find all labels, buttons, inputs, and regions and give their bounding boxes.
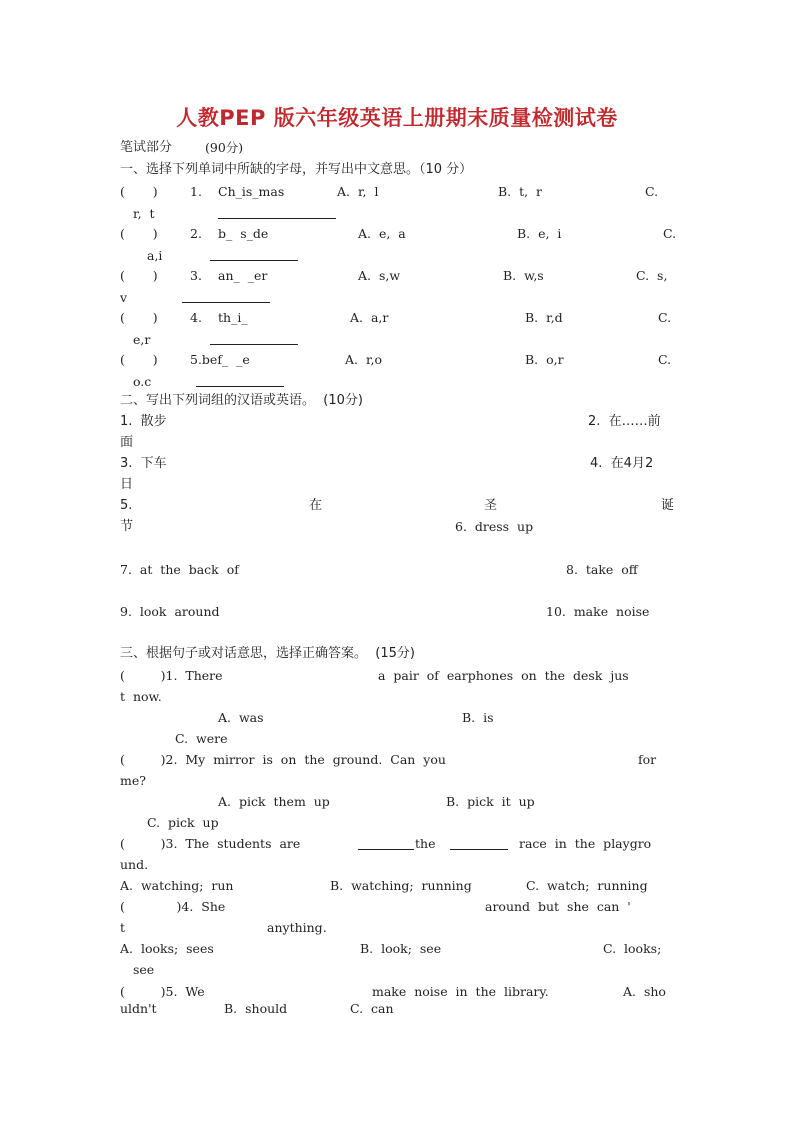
s2-item-5-char: 诞 [661, 498, 675, 513]
s2-item-5-char: 在 [309, 498, 323, 513]
s2-item-1: 1. 散步 [120, 414, 167, 429]
s3-q4-stem-wrap-cont: anything. [267, 920, 327, 935]
section1-heading: 一、选择下列单词中所缺的字母，并写出中文意思。（10 分） [120, 162, 473, 177]
s1-q3-word: an_ _er [218, 268, 268, 283]
s1-q2-word: b_ s_de [218, 226, 269, 241]
s1-q3-option-b: B. w,s [503, 268, 544, 283]
s3-q5-option-a-cont: uldn't [120, 1001, 157, 1016]
answer-blank [450, 849, 508, 850]
s1-q2-paren: ( ) [120, 226, 158, 241]
s1-q5-option-c-label: C. [658, 352, 672, 367]
s3-q1-stem-cont: a pair of earphones on the desk jus [378, 668, 629, 683]
s3-q5-option-a: A. sho [623, 984, 666, 999]
s3-q2-option-c: C. pick up [147, 815, 219, 830]
s1-q3-option-a: A. s,w [358, 268, 401, 283]
s2-item-4: 4. 在4月2 [590, 456, 654, 471]
s3-q1-option-b: B. is [462, 710, 494, 725]
s3-q4-option-a: A. looks; sees [120, 941, 214, 956]
s2-item-5-char: 圣 [484, 498, 498, 513]
s1-q4-option-b: B. r,d [525, 310, 563, 325]
s3-q5-stem-cont: make noise in the library. [372, 984, 549, 999]
s2-item-2-cont: 面 [120, 435, 134, 450]
section2-heading: 二、写出下列词组的汉语或英语。 (10分) [120, 393, 363, 408]
s3-q3-stem-cont: race in the playgro [519, 836, 652, 851]
s1-q4-option-a: A. a,r [350, 310, 389, 325]
answer-blank [210, 260, 298, 261]
s1-q2-option-c-label: C. [663, 226, 677, 241]
s2-item-5-char: 节 [120, 519, 134, 534]
s3-q3-stem-wrap: und. [120, 857, 149, 872]
s1-q2-option-a: A. e, a [358, 226, 406, 241]
s1-q1-option-c-label: C. [645, 184, 659, 199]
answer-blank [210, 344, 298, 345]
written-section-label: 笔试部分 [120, 140, 173, 155]
s3-q2-stem-cont: for [638, 752, 657, 767]
answer-blank [218, 218, 336, 219]
s3-q1-stem: ( )1. There [120, 668, 223, 683]
s2-item-2: 2. 在……前 [588, 414, 661, 429]
s1-q4-paren: ( ) [120, 310, 158, 325]
answer-blank [182, 302, 270, 303]
s3-q3-option-b: B. watching; running [330, 878, 472, 893]
s1-q5-option-c: o.c [133, 374, 152, 389]
s3-q1-stem-wrap: t now. [120, 689, 162, 704]
s1-q1-word: Ch_is_mas [218, 184, 285, 199]
s1-q4-option-c: e,r [133, 332, 151, 347]
s3-q2-option-a: A. pick them up [218, 794, 330, 809]
s3-q5-stem: ( )5. We [120, 984, 205, 999]
s1-q5-paren: ( ) [120, 352, 158, 367]
s1-q4-num: 4. [190, 310, 202, 325]
s3-q1-option-a: A. was [218, 710, 264, 725]
s1-q2-option-c: a,i [147, 248, 163, 263]
section3-heading: 三、根据句子或对话意思，选择正确答案。 (15分) [120, 646, 415, 661]
s3-q2-stem-wrap: me? [120, 773, 146, 788]
s1-q1-option-c: r, t [133, 206, 155, 221]
s2-item-3: 3. 下车 [120, 456, 167, 471]
s3-q4-stem-cont: around but she can ' [485, 899, 631, 914]
s2-item-5-num: 5. [120, 498, 133, 513]
s1-q5-option-b: B. o,r [525, 352, 564, 367]
s2-item-6: 6. dress up [455, 519, 534, 534]
s3-q4-stem-wrap: t [120, 920, 126, 935]
s1-q2-option-b: B. e, i [517, 226, 562, 241]
s3-q5-option-b: B. should [224, 1001, 288, 1016]
answer-blank [358, 849, 414, 850]
s1-q3-option-c: v [120, 290, 128, 305]
written-section-score: (90分) [205, 140, 244, 155]
page-title: 人教PEP 版六年级英语上册期末质量检测试卷 [176, 106, 618, 130]
s1-q4-word: th_i_ [218, 310, 248, 325]
s3-q4-option-c-cont: see [133, 962, 155, 977]
s3-q4-option-b: B. look; see [360, 941, 442, 956]
s3-q2-stem: ( )2. My mirror is on the ground. Can you [120, 752, 446, 767]
s1-q1-option-b: B. t, r [498, 184, 543, 199]
s3-q4-option-c: C. looks; [603, 941, 662, 956]
s1-q1-num: 1. [190, 184, 202, 199]
s3-q1-option-c: C. were [175, 731, 228, 746]
s1-q4-option-c-label: C. [658, 310, 672, 325]
s1-q1-option-a: A. r, l [337, 184, 379, 199]
s2-item-4-cont: 日 [120, 477, 134, 492]
s2-item-7: 7. at the back of [120, 562, 239, 577]
s3-q3-option-a: A. watching; run [120, 878, 234, 893]
answer-blank [196, 386, 284, 387]
s2-item-8: 8. take off [566, 562, 638, 577]
s3-q3-stem-mid: the [415, 836, 436, 851]
s1-q3-paren: ( ) [120, 268, 158, 283]
s3-q3-stem: ( )3. The students are [120, 836, 301, 851]
s1-q3-num: 3. [190, 268, 202, 283]
s3-q4-stem: ( )4. She [120, 899, 226, 914]
s3-q3-option-c: C. watch; running [526, 878, 648, 893]
s3-q5-option-c: C. can [350, 1001, 394, 1016]
s3-q2-option-b: B. pick it up [446, 794, 535, 809]
s1-q1-paren: ( ) [120, 184, 158, 199]
s2-item-9: 9. look around [120, 604, 220, 619]
s2-item-10: 10. make noise [546, 604, 650, 619]
s1-q5-word: 5.bef_ _e [190, 352, 250, 367]
s1-q2-num: 2. [190, 226, 202, 241]
s1-q5-option-a: A. r,o [345, 352, 383, 367]
s1-q3-option-c-label: C. s, [636, 268, 668, 283]
